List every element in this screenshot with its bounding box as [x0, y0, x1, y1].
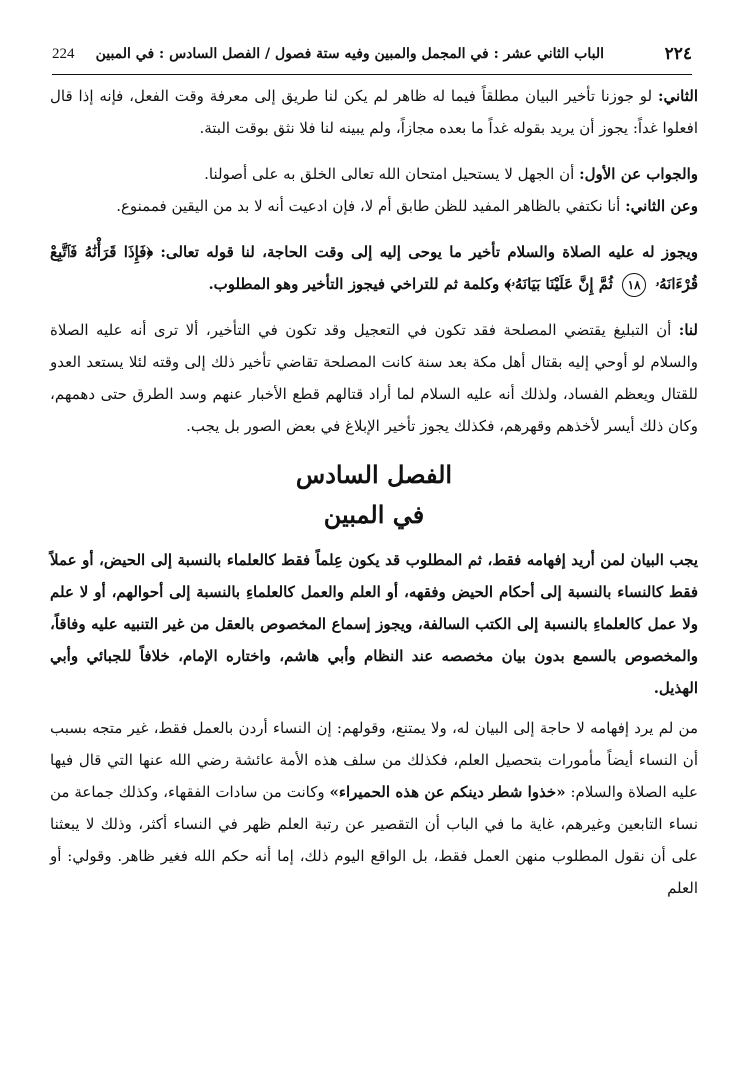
- paragraph-rule-clarified: يجب البيان لمن أريد إفهامه فقط، ثم المطلوب قد يكون عِلماً فقط كالعلماء بالنسبة إلى الحيض، أو عملاً فقط كالنساء بالنسبة إلى أحكام الحيض وفقهه، أو العلم والعمل كالعلماءِ بالنسبة إلى أحوالهم، أو لا علم ولا عمل كالعلماءِ بالنسبة إلى الكتب السالفة، ويجوز إسماع المخصوص بالعقل من غير التنبيه عليه وفاقاً، والمخصوص بالسمع بدون بيان مخصصه عند النظام وأبي هاشم، واختاره الإمام، خلافاً للجبائي وأبي الهذيل.: [50, 551, 698, 697]
- running-title: الباب الثاني عشر : في المجمل والمبين وفيه ستة فصول / الفصل السادس : في المبين: [95, 46, 604, 62]
- paragraph-text: ثُمَّ إِنَّ عَلَيْنَا بَيَانَهُۥ﴾ وكلمة ثم للتراخي فيجوز التأخير وهو المطلوب.: [208, 275, 613, 293]
- page-header: [52, 38, 692, 75]
- paragraph-text: أنا نكتفي بالظاهر المفيد للظن طابق أم لا، فإن ادعيت أنه لا بد من اليقين فممنوع.: [116, 197, 626, 215]
- paragraph-text: أن الجهل لا يستحيل امتحان الله تعالى الخلق به على أصولنا.: [204, 165, 580, 183]
- paragraph-lead: وعن الثاني:: [625, 197, 698, 215]
- paragraph-second-objection: [50, 80, 698, 144]
- paragraph-text: ويجوز له عليه الصلاة والسلام تأخير ما يوحى إليه إلى وقت الحاجة، لنا قوله تعالى: ﴿فَإِذَا قَرَأْنَٰهُ فَٱتَّبِعْ قُرْءَانَهُۥ: [50, 243, 698, 293]
- paragraph-text: وكانت من سادات الفقهاء، وكذلك جماعة من نساء التابعين وغيرهم، غاية ما في الباب أن التقصير عن رتبة العلم ظهر في النساء أكثر، وذلك لا يبعثنا على أن نقول المطلوب منهن العمل فقط، بل الواقع اليوم ذلك، إما أنه حكم الله فغير ظاهر. وقولي: أو العلم: [50, 783, 698, 897]
- hadith-quote: «خذوا شطر دينكم عن هذه الحميراء»: [329, 783, 566, 801]
- paragraph-text: لو جوزنا تأخير البيان مطلقاً فيما له ظاهر لم يكن لنا طريق إلى معرفة وقت الفعل، فإنه إذا قال افعلوا غداً: يجوز أن يريد بقوله غداً ما بعده مجازاً، ولم يبينه لنا فلا نثق بوقت البتة.: [50, 87, 698, 137]
- paragraph-commentary: [50, 712, 698, 904]
- paragraph-lead: لنا:: [678, 321, 698, 339]
- verse-number-marker: ١٨: [622, 273, 646, 297]
- paragraph-text: أن التبليغ يقتضي المصلحة فقد تكون في التعجيل وقد تكون في التأخير، ألا ترى أنه عليه الصلاة والسلام لو أوحي إليه بقتال أهل مكة بعد سنة كانت المصلحة تقاضي تأخير ذلك إلى وقته لئلا يستعد العدو للقتال ويعظم الفساد، ولذلك أنه عليه السلام لما أراد قتالهم قطع الأخبار عنهم وسد الطرق حتى دهمهم، وكان ذلك أيسر لأخذهم وقهرهم، فكذلك يجوز تأخير الإبلاغ في بعض الصور بل يجب.: [50, 321, 698, 435]
- paragraph-our-argument: [50, 314, 698, 442]
- page-body: [50, 80, 698, 904]
- paragraph-lead: الثاني:: [657, 87, 698, 105]
- paragraph-rule-delay: [50, 236, 698, 300]
- paragraph-answer-second: [50, 190, 698, 222]
- page-number-latin: 224: [52, 46, 75, 62]
- paragraph-lead: والجواب عن الأول:: [579, 165, 698, 183]
- paragraph-text: من لم يرد إفهامه لا حاجة إلى البيان له، ولا يمتنع، وقولهم: إن النساء أردن بالعمل فقط، غير متجه بسبب أن النساء أيضاً مأمورات بتحصيل العلم، فكذلك من سلف هذه الأمة عائشة رضي الله عنها التي قال فيها عليه الصلاة والسلام:: [50, 719, 699, 801]
- chapter-title: الفصل السادس: [295, 460, 453, 489]
- page-number-arabic: ٢٢٤: [664, 44, 692, 64]
- chapter-subtitle: في المبين: [323, 500, 425, 529]
- paragraph-answer-first: [50, 158, 698, 190]
